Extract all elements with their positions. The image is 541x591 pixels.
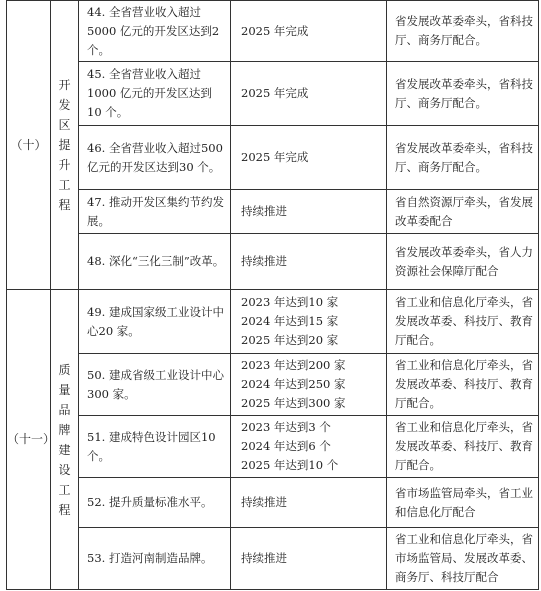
table-row <box>7 416 539 478</box>
table-row <box>7 126 539 190</box>
task-item: 51. 建成特色设计园区10 个。 <box>79 416 231 478</box>
task-item: 52. 提升质量标准水平。 <box>79 478 231 528</box>
task-dept: 省自然资源厅牵头，省发展改革委配合 <box>387 190 539 234</box>
task-time: 2023 年达到3 个 2024 年达到6 个 2025 年达到10 个 <box>231 416 387 478</box>
task-item: 49. 建成国家级工业设计中心20 家。 <box>79 290 231 354</box>
task-dept: 省发展改革委牵头，省人力资源社会保障厅配合 <box>387 234 539 290</box>
task-time: 持续推进 <box>231 478 387 528</box>
task-time: 持续推进 <box>231 190 387 234</box>
project-name: 质量品牌建设工程 <box>51 290 79 590</box>
task-item: 45. 全省营业收入超过1000 亿元的开发区达到10 个。 <box>79 62 231 126</box>
task-time: 2023 年达到200 家 2024 年达到250 家 2025 年达到300 家 <box>231 354 387 416</box>
task-item: 48. 深化“三化三制”改革。 <box>79 234 231 290</box>
task-time: 持续推进 <box>231 234 387 290</box>
task-item: 53. 打造河南制造品牌。 <box>79 528 231 590</box>
task-table-page <box>6 0 538 591</box>
task-time: 2025 年完成 <box>231 126 387 190</box>
task-time: 2025 年完成 <box>231 1 387 62</box>
task-dept: 省发展改革委牵头，省科技厅、商务厅配合。 <box>387 126 539 190</box>
table-row <box>7 354 539 416</box>
table-row <box>7 528 539 590</box>
task-item: 46. 全省营业收入超过500 亿元的开发区达到30 个。 <box>79 126 231 190</box>
task-dept: 省工业和信息化厅牵头，省发展改革委、科技厅、教育厅配合。 <box>387 354 539 416</box>
table-row <box>7 478 539 528</box>
task-dept: 省工业和信息化厅牵头，省市场监管局、发展改革委、商务厅、科技厅配合 <box>387 528 539 590</box>
task-item: 47. 推动开发区集约节约发展。 <box>79 190 231 234</box>
task-time: 2023 年达到10 家 2024 年达到15 家 2025 年达到20 家 <box>231 290 387 354</box>
category-number: （十） <box>7 1 51 290</box>
table-row <box>7 1 539 62</box>
task-dept: 省市场监管局牵头，省工业和信息化厅配合 <box>387 478 539 528</box>
task-dept: 省工业和信息化厅牵头，省发展改革委、科技厅、教育厅配合。 <box>387 416 539 478</box>
task-dept: 省发展改革委牵头，省科技厅、商务厅配合。 <box>387 1 539 62</box>
table-row <box>7 234 539 290</box>
task-dept: 省工业和信息化厅牵头，省发展改革委、科技厅、教育厅配合。 <box>387 290 539 354</box>
project-name: 开发区提升工程 <box>51 1 79 290</box>
table-row <box>7 290 539 354</box>
table-row <box>7 62 539 126</box>
task-time: 持续推进 <box>231 528 387 590</box>
task-time: 2025 年完成 <box>231 62 387 126</box>
task-dept: 省发展改革委牵头，省科技厅、商务厅配合。 <box>387 62 539 126</box>
task-table <box>6 0 539 590</box>
category-number: （十一） <box>7 290 51 590</box>
table-row <box>7 190 539 234</box>
task-item: 44. 全省营业收入超过5000 亿元的开发区达到2 个。 <box>79 1 231 62</box>
task-item: 50. 建成省级工业设计中心300 家。 <box>79 354 231 416</box>
